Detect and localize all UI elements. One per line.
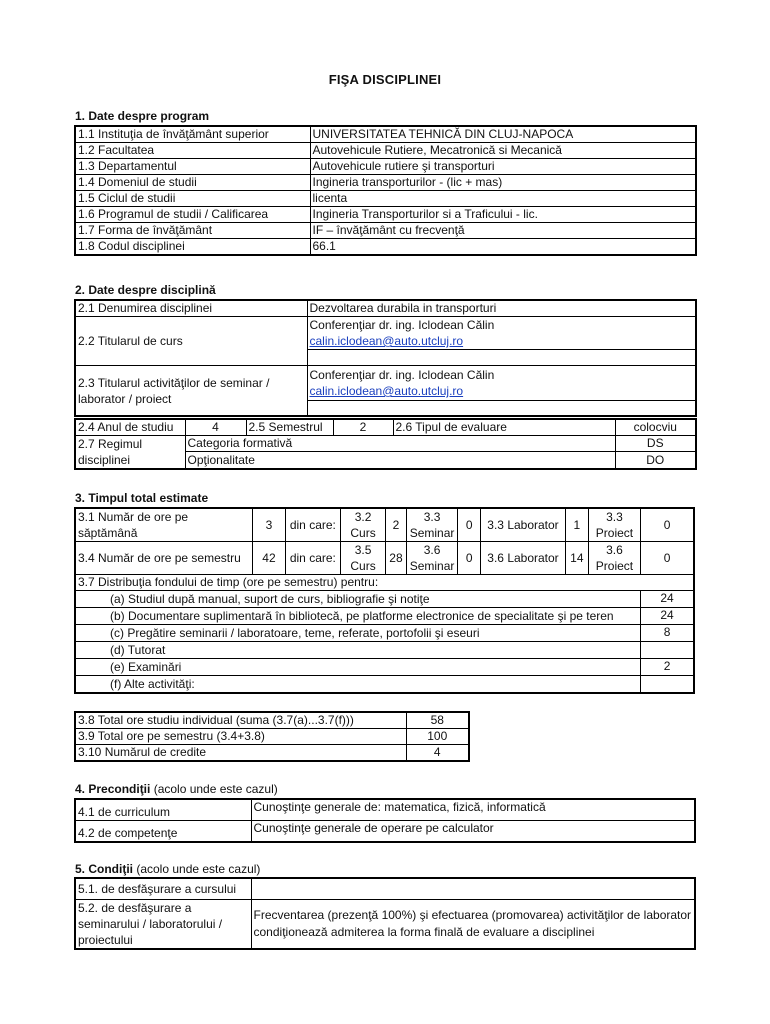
activity-label: (e) Examinări (75, 659, 641, 676)
precondition-row (75, 821, 695, 843)
value: 4 (406, 745, 469, 762)
distribution-row (75, 625, 694, 642)
time-table (74, 507, 695, 694)
label: 2.3 Titularul activităţilor de seminar / laborator / proiect (75, 366, 307, 417)
value: Frecventarea (prezenţă 100%) şi efectuarea (promovarea) activităţilor de laborator condiţionează admiterea la forma finală de evaluare a disciplinei (251, 900, 695, 950)
hours-row (75, 508, 694, 542)
lab-holder-email-link[interactable]: calin.iclodean@auto.utcluj.ro (309, 384, 464, 398)
label: 1.4 Domeniul de studii (75, 175, 310, 191)
proiect-label: 3.6 Proiect (588, 542, 640, 575)
label: 2.2 Titularul de curs (75, 317, 307, 366)
value: 66.1 (310, 239, 696, 256)
laborator-label: 3.3 Laborator (481, 508, 566, 542)
activity-label: (f) Alte activităţi: (75, 676, 641, 694)
value: Autovehicule Rutiere, Mecatronică si Mecanică (310, 143, 696, 159)
activity-hours: 8 (641, 625, 694, 642)
hours-label: 3.4 Număr de ore pe semestru (75, 542, 253, 575)
label: 1.8 Codul disciplinei (75, 239, 310, 256)
program-row (75, 159, 696, 175)
value: 100 (406, 729, 469, 745)
proiect-value: 0 (641, 508, 694, 542)
document-title: FIŞA DISCIPLINEI (328, 72, 442, 87)
label: 3.9 Total ore pe semestru (3.4+3.8) (75, 729, 406, 745)
course-holder-name: Conferenţiar dr. ing. Iclodean Călin (309, 318, 495, 332)
seminar-value: 0 (458, 508, 481, 542)
curs-label: 3.2 Curs (341, 508, 386, 542)
distribution-row (75, 659, 694, 676)
laborator-value: 1 (565, 508, 588, 542)
label: 1.1 Instituţia de învăţământ superior (75, 126, 310, 143)
program-row (75, 239, 696, 256)
label: 4.1 de curriculum (75, 799, 251, 821)
program-row (75, 191, 696, 207)
activity-hours: 24 (641, 591, 694, 608)
value: IF – învăţământ cu frecvenţă (310, 223, 696, 239)
label: 2.7 Regimul disciplinei (75, 436, 185, 470)
total-row (75, 712, 469, 729)
lab-holder-name: Conferenţiar dr. ing. Iclodean Călin (309, 368, 495, 382)
value: Ingineria Transporturilor si a Traficului - lic. (310, 207, 696, 223)
value (251, 878, 695, 900)
section-3-heading: 3. Timpul total estimate (75, 491, 209, 505)
program-row (75, 207, 696, 223)
distribution-row (75, 676, 694, 694)
activity-label: (d) Tutorat (75, 642, 641, 659)
program-row (75, 143, 696, 159)
laborator-label: 3.6 Laborator (481, 542, 566, 575)
curs-value: 2 (386, 508, 407, 542)
label: 2.1 Denumirea disciplinei (75, 300, 307, 317)
section-4-heading: 4. Precondiţii (acolo unde este cazul) (75, 782, 278, 796)
label: Categoria formativă (185, 436, 615, 452)
section-2-heading: 2. Date despre disciplină (75, 283, 216, 297)
total-row (75, 729, 469, 745)
section-5-heading: 5. Condiţii (acolo unde este cazul) (75, 862, 261, 876)
program-row (75, 175, 696, 191)
label: 1.2 Facultatea (75, 143, 310, 159)
distribution-row (75, 591, 694, 608)
value: DO (615, 452, 696, 469)
discipline-table (74, 299, 697, 417)
curs-value: 28 (386, 542, 407, 575)
label: 2.4 Anul de studiu (75, 419, 185, 436)
activity-label: (b) Documentare suplimentară în bibliotecă, pe platforme electronice de specialitate şi pe teren (75, 608, 641, 625)
program-row (75, 223, 696, 239)
activity-hours (641, 642, 694, 659)
seminar-label: 3.3 Seminar (406, 508, 457, 542)
study-year-table (74, 418, 697, 470)
distribution-row (75, 608, 694, 625)
precondition-row (75, 799, 695, 821)
label: 3.8 Total ore studiu individual (suma (3.7(a)...3.7(f))) (75, 712, 406, 729)
distribution-label: 3.7 Distribuţia fondului de timp (ore pe semestru) pentru: (75, 575, 694, 591)
proiect-label: 3.3 Proiect (588, 508, 640, 542)
activity-hours (641, 676, 694, 694)
value: colocviu (615, 419, 696, 436)
label: 2.5 Semestrul (246, 419, 333, 436)
distribution-row (75, 642, 694, 659)
value: licenta (310, 191, 696, 207)
label: 1.7 Forma de învăţământ (75, 223, 310, 239)
label: 2.6 Tipul de evaluare (393, 419, 615, 436)
seminar-value: 0 (458, 542, 481, 575)
value: DS (615, 436, 696, 452)
program-row (75, 126, 696, 143)
activity-label: (a) Studiul după manual, suport de curs, bibliografie şi notiţe (75, 591, 641, 608)
din-care-label: din care: (285, 542, 340, 575)
laborator-value: 14 (565, 542, 588, 575)
seminar-label: 3.6 Seminar (406, 542, 457, 575)
label: 4.2 de competenţe (75, 821, 251, 843)
value: Ingineria transporturilor - (lic + mas) (310, 175, 696, 191)
value: UNIVERSITATEA TEHNICĂ DIN CLUJ-NAPOCA (310, 126, 696, 143)
value: 4 (185, 419, 246, 436)
activity-hours: 2 (641, 659, 694, 676)
value: Autovehicule rutiere şi transporturi (310, 159, 696, 175)
program-table (74, 125, 697, 256)
label: Opţionalitate (185, 452, 615, 469)
totals-table (74, 711, 470, 762)
value: Cunoştinţe generale de operare pe calculator (251, 821, 695, 843)
value: Dezvoltarea durabila in transporturi (307, 300, 696, 317)
label: 5.1. de desfăşurare a cursului (75, 878, 251, 900)
conditions-table (74, 877, 696, 950)
activity-hours: 24 (641, 608, 694, 625)
proiect-value: 0 (641, 542, 694, 575)
total-row (75, 745, 469, 762)
label: 1.6 Programul de studii / Calificarea (75, 207, 310, 223)
din-care-label: din care: (285, 508, 340, 542)
curs-label: 3.5 Curs (341, 542, 386, 575)
hours-label: 3.1 Număr de ore pe săptămână (75, 508, 253, 542)
label: 3.10 Numărul de credite (75, 745, 406, 762)
value: Cunoştinţe generale de: matematica, fizică, informatică (251, 799, 695, 821)
label: 1.5 Ciclul de studii (75, 191, 310, 207)
activity-label: (c) Pregătire seminarii / laboratoare, teme, referate, portofolii şi eseuri (75, 625, 641, 642)
course-holder-email-link[interactable]: calin.iclodean@auto.utcluj.ro (309, 334, 464, 348)
value: 58 (406, 712, 469, 729)
hours-row (75, 542, 694, 575)
label: 5.2. de desfăşurare a seminarului / laboratorului / proiectului (75, 900, 251, 950)
section-1-heading: 1. Date despre program (75, 109, 210, 123)
preconditions-table (74, 798, 696, 843)
label: 1.3 Departamentul (75, 159, 310, 175)
hours-total: 42 (253, 542, 285, 575)
hours-total: 3 (253, 508, 285, 542)
value: 2 (333, 419, 393, 436)
